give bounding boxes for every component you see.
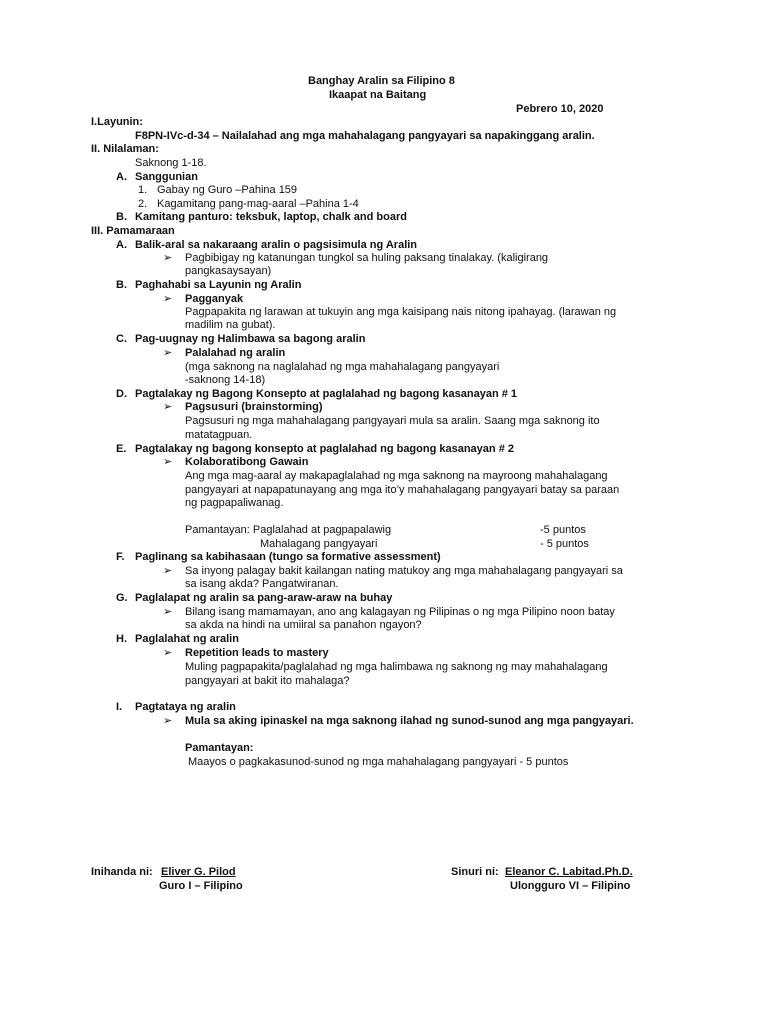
prepared-by-role: Guro I – Filipino	[159, 880, 243, 892]
section-e-mark: E.	[116, 443, 127, 455]
arrow-bullet-icon: ➢	[163, 606, 173, 618]
section-h-line: Muling pagpapakita/paglalahad ng mga halimbawa ng saknong ng may mahahalagang	[185, 661, 608, 673]
nilalaman-text: Saknong 1-18.	[135, 157, 207, 169]
section-b-line: Pagpapakita ng larawan at tukuyin ang mga kaisipang nais nitong ipahayag. (larawan ng	[185, 306, 617, 318]
section-i-pamantayan-text: Maayos o pagkakasunod-sunod ng mga mahahalagang pangyayari - 5 puntos	[188, 756, 569, 768]
section-i-sub: Mula sa aking ipinaskel na mga saknong ilahad ng sunod-sunod ang mga pangyayari.	[185, 715, 634, 727]
section-g-line: sa akda na hindi na umiiral sa panahon ngayon?	[185, 619, 422, 631]
section-c-line: (mga saknong na naglalahad ng mga mahahalagang pangyayari	[185, 361, 500, 373]
checked-by-label: Sinuri ni:	[451, 866, 499, 878]
section-b-line: madilim na gubat).	[185, 319, 276, 331]
section-h-mark: H.	[116, 633, 127, 645]
section-h-title: Paglalahat ng aralin	[135, 633, 239, 645]
ref-number: 2.	[138, 198, 148, 210]
section-h-line: pangyayari at bakit ito mahalaga?	[185, 675, 350, 687]
ref-number: 1.	[138, 184, 148, 196]
section-i-pamantayan-label: Pamantayan:	[185, 742, 254, 754]
section-b-mark: B.	[116, 279, 127, 291]
pamantayan-points: -5 puntos	[540, 524, 586, 536]
section-e-line: pangyayari at napapatunayang ang mga ito’y mahahalagang pangyayari batay sa paraan	[185, 484, 620, 496]
section-e-line: ng pagpapaliwanag.	[185, 497, 284, 509]
section-c-title: Pag-uugnay ng Halimbawa sa bagong aralin	[135, 333, 366, 345]
ref-item: Gabay ng Guro –Pahina 159	[157, 184, 298, 196]
section-d-line: Pagsusuri ng mga mahahalagang pangyayari mula sa aralin. Saang mga saknong ito	[185, 415, 600, 427]
arrow-bullet-icon: ➢	[163, 456, 173, 468]
pamantayan-label: Pamantayan: Paglalahad at pagpapalawig	[185, 524, 392, 536]
section-d-sub: Pagsusuri (brainstorming)	[185, 401, 323, 413]
pamantayan-points: - 5 puntos	[540, 538, 589, 550]
section-f-mark: F.	[116, 551, 125, 563]
section-e-sub: Kolaboratibong Gawain	[185, 456, 309, 468]
section-g-mark: G.	[116, 592, 128, 604]
ref-item: Kagamitang pang-mag-aaral –Pahina 1-4	[157, 198, 359, 210]
section-a-title: Balik-aral sa nakaraang aralin o pagsisimula ng Aralin	[135, 239, 418, 251]
checked-by-role: Ulongguro VI – Filipino	[510, 880, 631, 892]
layunin-text: F8PN-IVc-d-34 – Nailalahad ang mga mahahalagang pangyayari sa napakinggang aralin.	[135, 130, 595, 142]
section-c-sub: Palalahad ng aralin	[185, 347, 286, 359]
arrow-bullet-icon: ➢	[163, 565, 173, 577]
section-f-title: Paglinang sa kabihasaan (tungo sa formative assessment)	[135, 551, 441, 563]
arrow-bullet-icon: ➢	[163, 715, 173, 727]
arrow-bullet-icon: ➢	[163, 401, 173, 413]
pamantayan-item: Mahalagang pangyayari	[260, 538, 378, 550]
layunin-heading: I.Layunin:	[91, 116, 143, 128]
section-i-title: Pagtataya ng aralin	[135, 701, 236, 713]
section-b-sub: Pagganyak	[185, 293, 244, 305]
doc-title: Banghay Aralin sa Filipino 8	[308, 75, 455, 87]
doc-grade: Ikaapat na Baitang	[329, 89, 427, 101]
checked-by-name: Eleanor C. Labitad.Ph.D.	[505, 866, 633, 878]
section-h-sub: Repetition leads to mastery	[185, 647, 329, 659]
sanggunian-label: Sanggunian	[135, 171, 198, 183]
arrow-bullet-icon: ➢	[163, 647, 173, 659]
sanggunian-mark: A.	[116, 171, 127, 183]
prepared-by-label: Inihanda ni:	[91, 866, 153, 878]
arrow-bullet-icon: ➢	[163, 293, 173, 305]
section-d-title: Pagtalakay ng Bagong Konsepto at paglalahad ng bagong kasanayan # 1	[135, 388, 518, 400]
section-g-line: Bilang isang mamamayan, ano ang kalagayan ng Pilipinas o ng mga Pilipino noon batay	[185, 606, 615, 618]
section-g-title: Paglalapat ng aralin sa pang-araw-araw na buhay	[135, 592, 393, 604]
arrow-bullet-icon: ➢	[163, 347, 173, 359]
section-a-mark: A.	[116, 239, 127, 251]
pamamaraan-heading: III. Pamamaraan	[91, 225, 175, 237]
section-e-title: Pagtalakay ng bagong konsepto at paglalahad ng bagong kasanayan # 2	[135, 443, 514, 455]
doc-date: Pebrero 10, 2020	[516, 103, 604, 115]
kagamitan-label: Kamitang panturo: teksbuk, laptop, chalk and board	[135, 211, 407, 223]
kagamitan-mark: B.	[116, 211, 127, 223]
section-e-line: Ang mga mag-aaral ay makapaglalahad ng mga saknong na mayroong mahahalagang	[185, 470, 608, 482]
section-c-mark: C.	[116, 333, 127, 345]
section-i-mark: I.	[116, 701, 123, 713]
section-a-line: pangkasaysayan)	[185, 265, 272, 277]
arrow-bullet-icon: ➢	[163, 252, 173, 264]
nilalaman-heading: II. Nilalaman:	[91, 143, 159, 155]
prepared-by-name: Eliver G. Pilod	[161, 866, 236, 878]
section-d-mark: D.	[116, 388, 127, 400]
section-d-line: matatagpuan.	[185, 429, 253, 441]
section-f-line: sa isang akda? Pangatwiranan.	[185, 578, 339, 590]
section-c-line: -saknong 14-18)	[185, 374, 266, 386]
section-b-title: Paghahabi sa Layunin ng Aralin	[135, 279, 302, 291]
section-f-line: Sa inyong palagay bakit kailangan nating matukoy ang mga mahahalagang pangyayari sa	[185, 565, 623, 577]
section-a-line: Pagbibigay ng katanungan tungkol sa huling paksang tinalakay. (kaligirang	[185, 252, 549, 264]
